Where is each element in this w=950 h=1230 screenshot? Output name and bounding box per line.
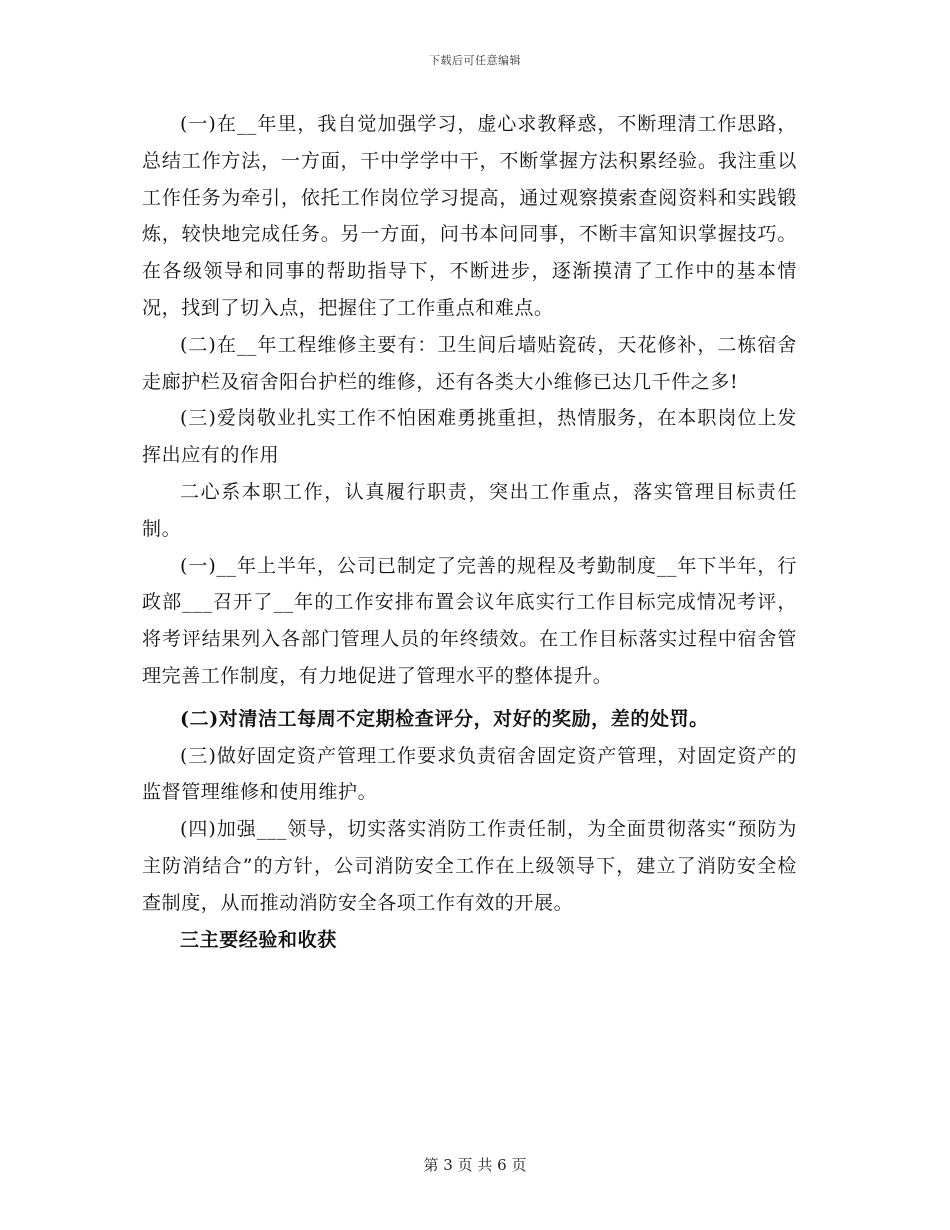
paragraph-7: (三)做好固定资产管理工作要求负责宿舍固定资产管理，对固定资产的监督管理维修和使用维护。 [142, 744, 797, 804]
paragraph-3: (三)爱岗敬业扎实工作不怕困难勇挑重担，热情服务，在本职岗位上发挥出应有的作用 [142, 407, 797, 467]
paragraph-8: (四)加强___领导，切实落实消防工作责任制，为全面贯彻落实“预防为主防消结合”的方针，公司消防安全工作在上级领导下，建立了消防安全检查制度，从而推动消防安全各项工作有效的开展。 [142, 818, 797, 914]
page-number-footer: 第 3 页 共 6 页 [423, 1156, 527, 1174]
document-body [142, 106, 797, 958]
section-heading: 三主要经验和收获 [180, 928, 337, 951]
paragraph-4: 二心系本职工作，认真履行职责，突出工作重点，落实管理目标责任制。 [142, 480, 797, 540]
paragraph-2: (二)在__年工程维修主要有：卫生间后墙贴瓷砖，天花修补，二栋宿舍走廊护栏及宿舍阳台护栏的维修，还有各类大小维修已达几千件之多! [142, 333, 797, 393]
paragraph-1: (一)在__年里，我自觉加强学习，虚心求教释惑，不断理清工作思路，总结工作方法，一方面，干中学学中干，不断掌握方法积累经验。我注重以工作任务为牵引，依托工作岗位学习提高，通过观察摸索查阅资料和实践锻炼，较快地完成任务。另一方面，问书本问同事，不断丰富知识掌握技巧。在各级领导和同事的帮助指导下，不断进步，逐渐摸清了工作中的基本情况，找到了切入点，把握住了工作重点和难点。 [142, 113, 797, 319]
page-header: 下载后可任意编辑 [429, 54, 521, 67]
paragraph-5: (一)__年上半年，公司已制定了完善的规程及考勤制度__年下半年，行政部___召开了__年的工作安排布置会议年底实行工作目标完成情况考评，将考评结果列入各部门管理人员的年终绩效。在工作目标落实过程中宿舍管理完善工作制度，有力地促进了管理水平的整体提升。 [142, 554, 797, 687]
paragraph-6-bold: (二)对清洁工每周不定期检查评分，对好的奖励，差的处罚。 [180, 707, 709, 730]
